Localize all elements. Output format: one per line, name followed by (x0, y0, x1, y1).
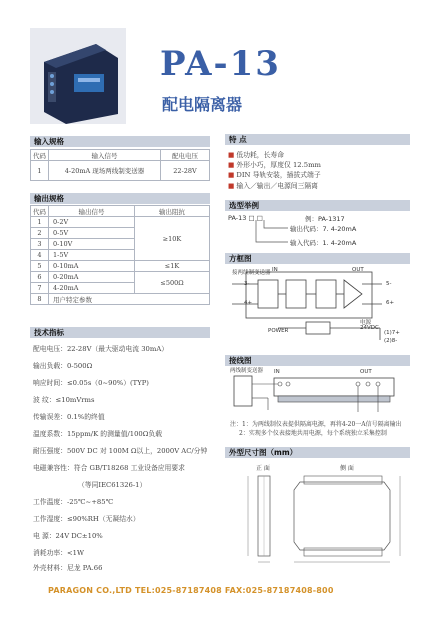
cell: 0-10V (49, 239, 135, 250)
output-spec-table (30, 205, 210, 305)
tech-item: 工作湿度：≤90%RH（无凝结水） (33, 515, 140, 523)
cell: 1-5V (49, 250, 135, 261)
model-in-label: 输入代码：1. 4-20mA (290, 239, 357, 247)
tech-item: 工作温度：-25℃~+85℃ (33, 498, 114, 506)
block-supply-pin: (2)8- (384, 338, 398, 344)
product-subtitle: 配电隔离器 (162, 95, 243, 114)
cell: 1 (31, 161, 49, 181)
feature-item: ■ DIN 导轨安装，插拔式端子 (228, 171, 321, 180)
cell: 用户特定参数 (49, 294, 210, 305)
cell: 22-28V (161, 161, 210, 181)
wiring-heading: 接线图 (225, 355, 410, 366)
product-image (30, 28, 126, 124)
dims-heading: 外型尺寸图（mm） (225, 447, 410, 458)
model-out-label: 输出代码：7. 4-20mA (290, 225, 357, 233)
tech-item: （等同IEC61326-1） (78, 481, 147, 489)
tech-item: 电磁兼容性：符合 GB/T18268 工业设备应用要求 (33, 464, 185, 472)
cell: 4-20mA 现场两线制变送器 (49, 161, 161, 181)
tech-item: 传输误差：0.1%的终值 (33, 413, 105, 421)
tech-item: 输出负载：0-500Ω (33, 362, 93, 370)
features-list (228, 150, 321, 191)
tech-item: 配电电压：22-28V（最大驱动电流 30mA） (33, 345, 169, 353)
block-pin: 5- (386, 281, 392, 287)
col-output: 输出信号 (49, 206, 135, 217)
tech-heading: 技术指标 (30, 327, 210, 338)
tech-item: 消耗功率：<1W (33, 549, 84, 557)
tech-item: 波 纹：≤10mVrms (33, 396, 95, 404)
model-example: 例：PA-1317 (305, 215, 345, 223)
product-title: PA-13 (160, 44, 281, 84)
cell: 0-10mA (49, 261, 135, 272)
tech-item: 电 源：24V DC±10% (33, 532, 103, 540)
block-power: POWER (268, 328, 289, 334)
dims-drawing (234, 472, 412, 568)
dims-front-label: 正 面 (256, 465, 270, 472)
feature-item: ■ 输入／输出／电源间三隔离 (228, 181, 318, 190)
model-heading: 选型举例 (225, 200, 410, 211)
input-spec-heading: 输入规格 (30, 136, 210, 147)
cell: 5 (31, 261, 49, 272)
cell: 4-20mA (49, 283, 135, 294)
cell: 7 (31, 283, 49, 294)
wiring-transmitter: 两线制变送器 (230, 368, 264, 374)
wiring-out: OUT (360, 369, 372, 375)
tech-item: 温度系数：15ppm/K 的测量值/100Ω负载 (33, 430, 162, 438)
cell: 6 (31, 272, 49, 283)
cell: 4 (31, 250, 49, 261)
input-spec-table (30, 149, 210, 181)
model-bracket-lines (250, 218, 290, 246)
cell: 3 (31, 239, 49, 250)
block-supply-label: 电源 (360, 320, 372, 326)
cell: ≤1K (135, 261, 210, 272)
output-spec-heading: 输出规格 (30, 193, 210, 204)
model-code: PA-13 □ □ (228, 214, 263, 222)
block-supply-value: 24VDC (360, 325, 379, 331)
cell: ≥10K (135, 217, 210, 261)
footer-contact: PARAGON CO.,LTD TEL:025-87187408 FAX:025-87187408-800 (48, 586, 334, 595)
cell: 2 (31, 228, 49, 239)
cell: 0-2V (49, 217, 135, 228)
tech-item: 外壳材料：尼龙 PA.66 (33, 564, 103, 572)
block-heading: 方框图 (225, 253, 410, 264)
feature-item: ■ 外形小巧，厚度仅 12.5mm (228, 161, 321, 170)
cell: 8 (31, 294, 49, 305)
features-heading: 特 点 (225, 134, 410, 145)
block-supply-pin: (1)7+ (384, 330, 400, 336)
cell: 1 (31, 217, 49, 228)
block-pin: 3- (244, 281, 250, 287)
col-code: 代码 (31, 206, 49, 217)
block-in: IN (272, 267, 278, 273)
col-impedance: 输出阻抗 (135, 206, 210, 217)
block-pin: 4+ (244, 300, 253, 306)
block-transmitter: 接两线制变送器 (232, 270, 271, 276)
wiring-note: 2：实现多个仪表接地共用电源，每个系统独立采集控制 (239, 430, 387, 437)
cell: ≤500Ω (135, 272, 210, 294)
block-out: OUT (352, 267, 364, 273)
block-pin: 6+ (386, 300, 395, 306)
col-code: 代码 (31, 150, 49, 161)
wiring-in: IN (274, 369, 280, 375)
col-voltage: 配电电压 (161, 150, 210, 161)
wiring-note: 注：1：为两线制仪表提供隔离电源，再将4-20一A信号隔离输出 (230, 421, 402, 428)
cell: 0-20mA (49, 272, 135, 283)
col-input: 输入信号 (49, 150, 161, 161)
cell: 0-5V (49, 228, 135, 239)
wiring-diagram (228, 368, 412, 416)
dims-side-label: 侧 面 (340, 465, 354, 472)
tech-item: 响应时间：≤0.05s（0~90%）(TYP) (33, 379, 149, 387)
feature-item: ■ 低功耗，长寿命 (228, 151, 284, 159)
tech-item: 耐压强度：500V DC 对 100M Ω以上，2000V AC/分钟 (33, 447, 208, 455)
